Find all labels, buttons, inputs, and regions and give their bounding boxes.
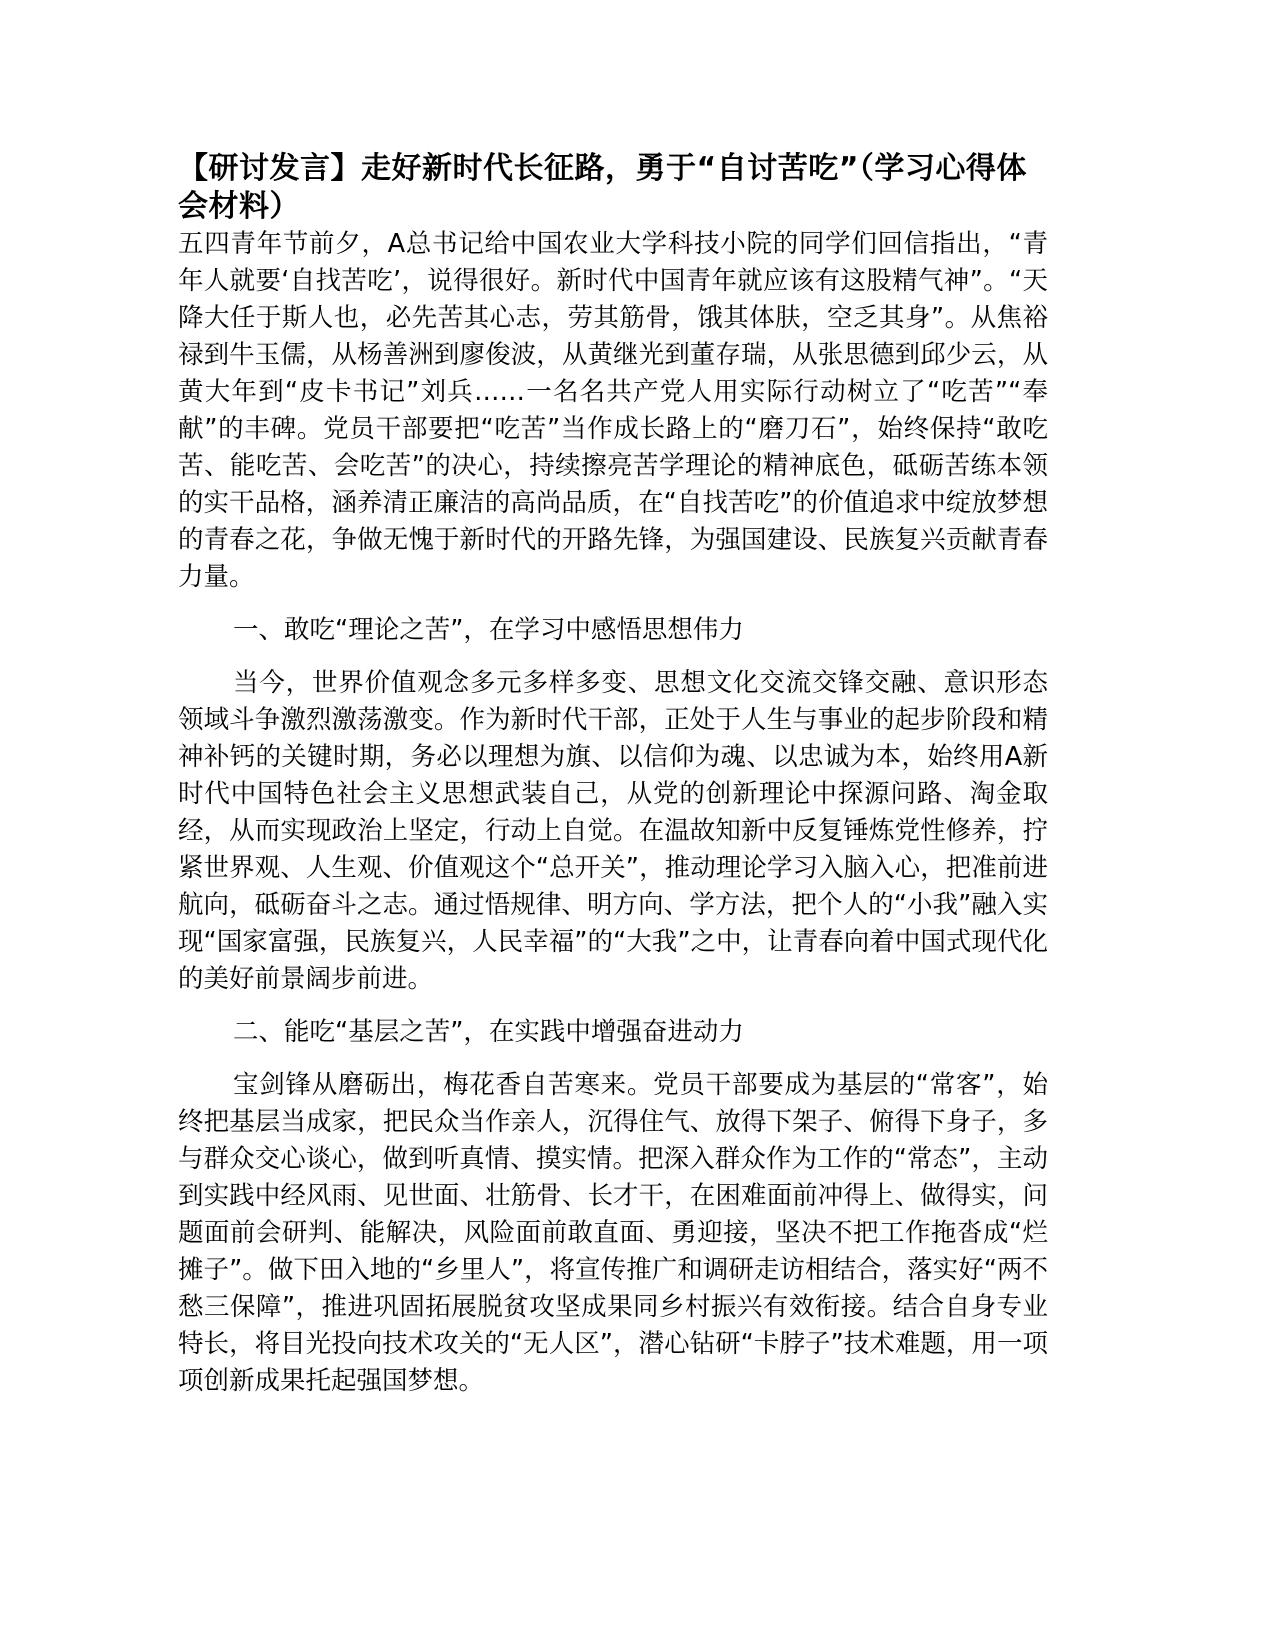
document-title: 【研讨发言】走好新时代长征路，勇于“自讨苦吃”（学习心得体会材料） xyxy=(178,151,1027,224)
section-2-heading: 二、能吃“基层之苦”，在实践中增强奋进动力 xyxy=(233,1017,744,1047)
section-2-paragraph: 宝剑锋从磨砺出，梅花香自苦寒来。党员干部要成为基层的“常客”，始终把基层当成家，把民众当作亲人，沉得住气、放得下架子、俯得下身子，多与群众交心谈心，做到听真情、摸实情。把深入群众作为工作的“常态”，主动到实践中经风雨、见世面、壮筋骨、长才干，在困难面前冲得上、做得实，问题面前会研判、能解决，风险面前敢直面、勇迎接，坚决不把工作拖沓成“烂摊子”。做下田入地的“乡里人”，将宣传推广和调研走访相结合，落实好“两不愁三保障”，推进巩固拓展脱贫攻坚成果同乡村振兴有效衔接。结合自身专业特长，将目光投向技术攻关的“无人区”，潜心钻研“卡脖子”技术难题，用一项项创新成果托起强国梦想。 xyxy=(178,1070,1048,1396)
section-1-paragraph: 当今，世界价值观念多元多样多变、思想文化交流交锋交融、意识形态领域斗争激烈激荡激变。作为新时代干部，正处于人生与事业的起步阶段和精神补钙的关键时期，务必以理想为旗、以信仰为魂、以忠诚为本，始终用A新时代中国特色社会主义思想武装自己，从党的创新理论中探源问路、淘金取经，从而实现政治上坚定，行动上自觉。在温故知新中反复锤炼党性修养，拧紧世界观、人生观、价值观这个“总开关”，推动理论学习入脑入心，把准前进航向，砥砺奋斗之志。通过悟规律、明方向、学方法，把个人的“小我”融入实现“国家富强，民族复兴，人民幸福”的“大我”之中，让青春向着中国式现代化的美好前景阔步前进。 xyxy=(178,668,1048,994)
intro-paragraph: 五四青年节前夕，A总书记给中国农业大学科技小院的同学们回信指出，“青年人就要‘自找苦吃’，说得很好。新时代中国青年就应该有这股精气神”。“天降大任于斯人也，必先苦其心志，劳其筋骨，饿其体肤，空乏其身”。从焦裕禄到牛玉儒，从杨善洲到廖俊波，从黄继光到董存瑞，从张思德到邱少云，从黄大年到“皮卡书记”刘兵……一名名共产党人用实际行动树立了“吃苦”“奉献”的丰碑。党员干部要把“吃苦”当作成长路上的“磨刀石”，始终保持“敢吃苦、能吃苦、会吃苦”的决心，持续擦亮苦学理论的精神底色，砥砺苦练本领的实干品格，涵养清正廉洁的高尚品质，在“自找苦吃”的价值追求中绽放梦想的青春之花，争做无愧于新时代的开路先锋，为强国建设、民族复兴贡献青春力量。 xyxy=(178,229,1048,592)
section-1-heading: 一、敢吃“理论之苦”，在学习中感悟思想伟力 xyxy=(233,615,744,645)
document-page xyxy=(178,150,1048,1400)
